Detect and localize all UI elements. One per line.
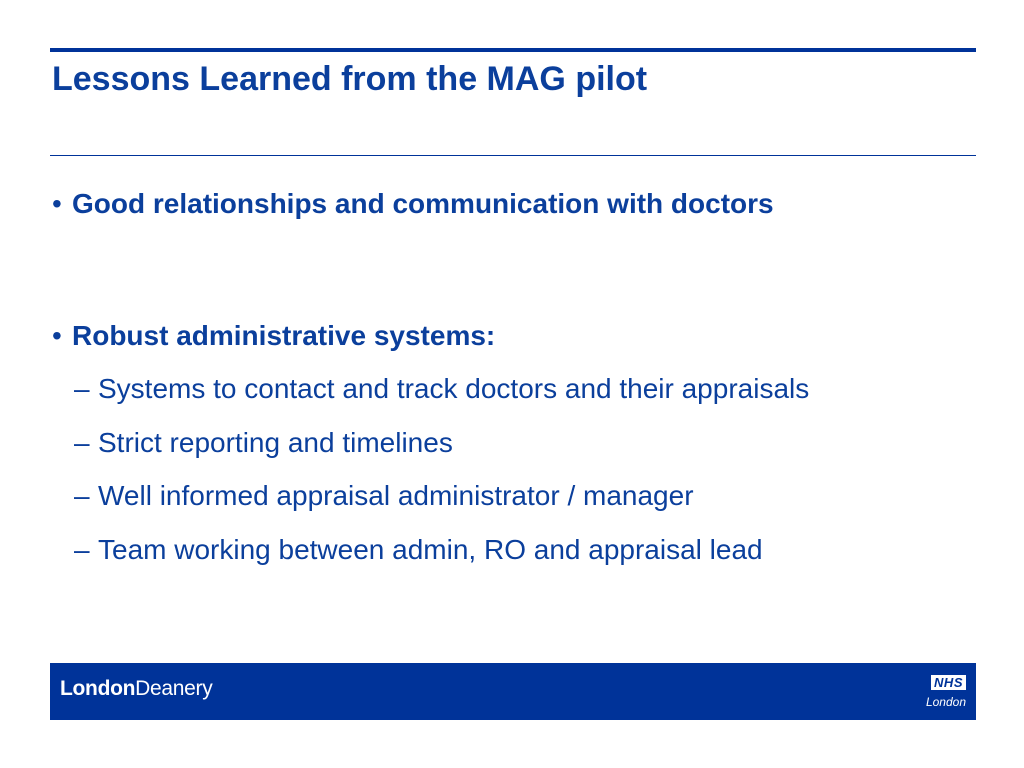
sub-item	[74, 425, 453, 461]
sub-item	[74, 532, 763, 568]
nhs-badge: NHS	[931, 675, 966, 690]
nhs-london-logo	[910, 674, 966, 710]
sub-item	[74, 478, 694, 514]
bullet-item	[52, 186, 774, 222]
title-divider	[50, 155, 976, 156]
london-deanery-logo	[60, 676, 212, 702]
bullet-text: Good relationships and communication with doctors	[72, 188, 774, 219]
logo-text-light: Deanery	[135, 677, 213, 700]
sub-item-text: Well informed appraisal administrator / manager	[98, 480, 694, 511]
nhs-region-label: London	[925, 695, 966, 709]
bullet-item	[52, 318, 495, 354]
slide-title: Lessons Learned from the MAG pilot	[52, 60, 648, 98]
dash-marker: –	[74, 427, 90, 458]
dash-marker: –	[74, 373, 90, 404]
logo-text-strong: London	[60, 677, 136, 700]
bullet-marker: •	[52, 320, 62, 351]
bullet-text: Robust administrative systems:	[72, 320, 496, 351]
dash-marker: –	[74, 534, 90, 565]
sub-item	[74, 371, 809, 407]
sub-item-text: Strict reporting and timelines	[98, 427, 453, 458]
dash-marker: –	[74, 480, 90, 511]
bullet-marker: •	[52, 188, 62, 219]
top-rule	[50, 48, 976, 52]
footer-bar	[50, 663, 976, 720]
sub-item-text: Systems to contact and track doctors and their appraisals	[98, 373, 810, 404]
sub-item-text: Team working between admin, RO and appraisal lead	[98, 534, 763, 565]
